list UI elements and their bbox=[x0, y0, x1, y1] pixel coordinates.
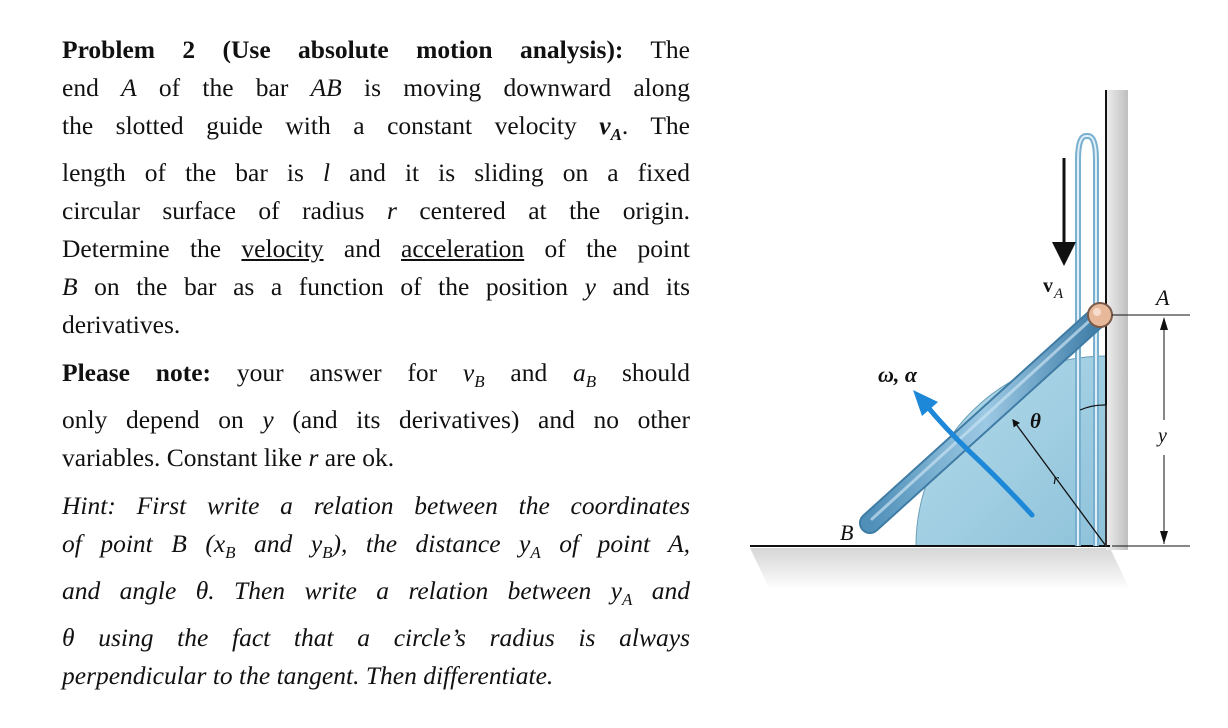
problem-line-4: length of the bar is l and it is sliding on a fixed bbox=[62, 158, 690, 188]
problem-line-5: circular surface of radius r centered at the origin. bbox=[62, 196, 690, 226]
point-B-label: B bbox=[840, 520, 854, 545]
note-line-1: Please note: your answer for $v_B$ and $a_B$ should bbox=[62, 358, 690, 392]
problem-line-6: Determine the velocity and acceleration of the point bbox=[62, 234, 690, 264]
hint-line-1: Hint: First write a relation between the coordinates bbox=[62, 491, 690, 520]
theta-label: θ bbox=[1030, 409, 1041, 433]
hint-line-3: and angle θ. Then write a relation between $y_A$ and bbox=[62, 576, 691, 610]
hint-line-4: θ using the fact that a circle’s radius is always bbox=[62, 623, 690, 653]
note-paragraph bbox=[62, 354, 690, 477]
r-label: r bbox=[1053, 472, 1059, 488]
y-label: y bbox=[1158, 425, 1167, 447]
dimension-y-lower-arrow bbox=[1160, 531, 1168, 544]
omega-alpha-label: ω, α bbox=[878, 362, 918, 387]
vA-label: v bbox=[1043, 275, 1053, 297]
ground-shadow bbox=[750, 548, 1130, 590]
mechanism-figure bbox=[700, 60, 1200, 600]
pin-A-highlight bbox=[1093, 308, 1101, 316]
note-line-2: only depend on y (and its derivatives) and no other bbox=[62, 405, 690, 435]
vA-subscript: A bbox=[1054, 286, 1064, 302]
problem-line-8: derivatives. bbox=[62, 310, 181, 340]
dimension-y-upper-arrow bbox=[1160, 317, 1168, 330]
hint-line-2: of point B ($x_B$ and $y_B$), the distance $y_A$ of point A, bbox=[62, 529, 691, 563]
note-line-3: variables. Constant like r are ok. bbox=[62, 443, 395, 473]
problem-line-3: the slotted guide with a constant velocity $v_A$. The bbox=[62, 111, 691, 145]
problem-line-1: Problem 2 (Use absolute motion analysis): The bbox=[62, 35, 691, 64]
problem-line-7: B on the bar as a function of the position y and its bbox=[62, 272, 690, 302]
problem-statement bbox=[62, 31, 690, 344]
pin-A bbox=[1088, 303, 1112, 327]
hint-paragraph bbox=[62, 487, 690, 695]
problem-line-2: end A of the bar AB is moving downward along bbox=[62, 73, 690, 102]
point-A-label: A bbox=[1156, 285, 1170, 310]
hint-line-5: perpendicular to the tangent. Then differentiate. bbox=[62, 661, 554, 691]
